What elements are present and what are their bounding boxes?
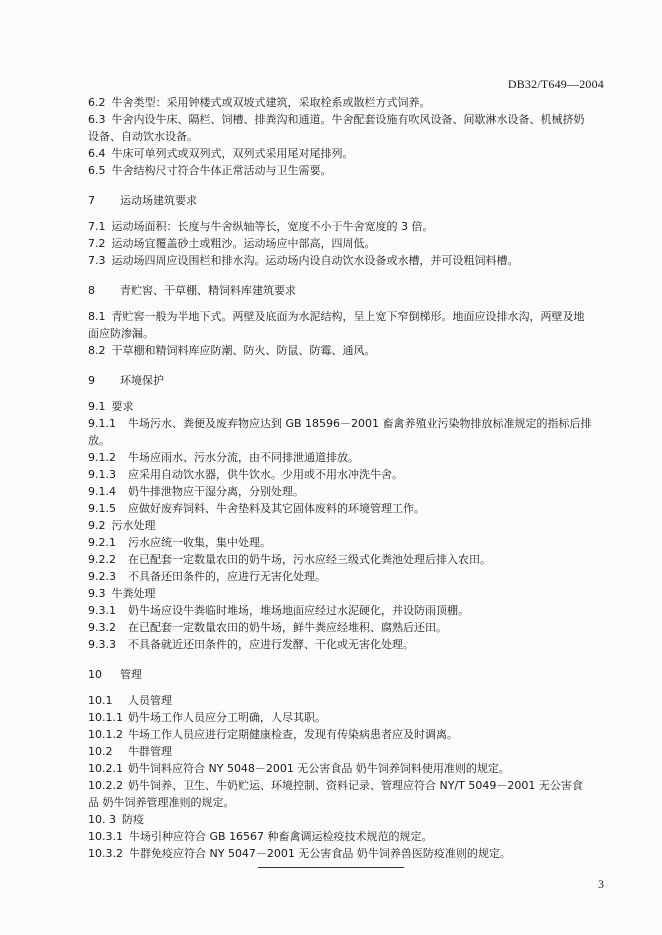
- clause-line: [88, 94, 608, 111]
- clause-line: [88, 585, 608, 602]
- clause-text: 人员管理: [128, 694, 172, 707]
- clause-number: 10.1: [88, 694, 113, 707]
- clause-text: 应做好废弃饲料、牛舍垫料及其它固体废料的环境管理工作。: [128, 502, 425, 515]
- clause-text: 环境保护: [120, 374, 164, 387]
- clause-text: 牛场工作人员应进行定期健康检查，发现有传染病患者应及时调离。: [128, 728, 458, 741]
- clause-text: 牛群免疫应符合 NY 5047－2001 无公害食品 奶牛饲养兽医防疫准则的规定。: [129, 847, 511, 860]
- section-heading: [88, 666, 608, 683]
- clause-line: [88, 726, 608, 743]
- document-code: DB32/T649—2004: [507, 77, 604, 91]
- clause-line: [88, 845, 608, 862]
- clause-line: [88, 415, 608, 432]
- clause-line: [88, 162, 608, 179]
- section-heading: [88, 192, 608, 209]
- clause-line: [88, 551, 608, 568]
- clause-line: [88, 252, 608, 269]
- clause-line: [88, 636, 608, 653]
- clause-number: 9.1.3: [88, 468, 116, 481]
- clause-text: 牛舍内设牛床、隔栏、饲槽、排粪沟和通道。牛舍配套设施有吹风设备、间歇淋水设备、机械挤奶: [111, 113, 585, 126]
- clause-line: [88, 828, 608, 845]
- clause-text: 干草棚和精饲料库应防潮、防火、防鼠、防霉、通风。: [111, 344, 376, 357]
- clause-number: 10.1.1: [88, 711, 123, 724]
- clause-number: 9.2.3: [88, 570, 116, 583]
- clause-text: 青贮窖、干草棚、精饲料库建筑要求: [120, 284, 296, 297]
- clause-text: 奶牛饲料应符合 NY 5048－2001 无公害食品 奶牛饲养饲料使用准则的规定。: [128, 762, 510, 775]
- clause-number: 9.1.1: [88, 417, 116, 430]
- clause-line: [88, 466, 608, 483]
- continuation-line: [88, 325, 608, 342]
- clause-text: 运动场宜覆盖砂土或粗沙。运动场应中部高，四周低。: [111, 237, 376, 250]
- section-heading: [88, 282, 608, 299]
- clause-number: 9.2.2: [88, 553, 116, 566]
- clause-line: [88, 218, 608, 235]
- clause-line: [88, 449, 608, 466]
- clause-number: 9.3.1: [88, 604, 116, 617]
- footer-rule: [258, 867, 404, 868]
- clause-text: 牛场应雨水、污水分流，由不同排泄通道排放。: [128, 451, 359, 464]
- clause-number: 10.3.2: [88, 847, 123, 860]
- clause-text: 牛场污水、粪便及废弃物应达到 GB 18596－2001 畜禽养殖业污染物排放标准规定的指标后排: [128, 417, 592, 430]
- clause-text: 要求: [111, 400, 134, 413]
- clause-number: 9.2.1: [88, 536, 116, 549]
- clause-text: 奶牛场工作人员应分工明确，人尽其职。: [128, 711, 326, 724]
- clause-line: [88, 145, 608, 162]
- clause-text: 运动场四周应设围栏和排水沟。运动场内设自动饮水设备或水槽，并可设粗饲料槽。: [111, 254, 519, 267]
- clause-line: [88, 483, 608, 500]
- page-number: 3: [598, 877, 604, 891]
- clause-text: 品 奶牛饲养管理准则的规定。: [88, 796, 235, 809]
- clause-number: 9.1.5: [88, 502, 116, 515]
- clause-line: [88, 308, 608, 325]
- clause-text: 在已配套一定数量农田的奶牛场，鲜牛粪应经堆积、腐熟后还田。: [128, 621, 447, 634]
- clause-line: [88, 534, 608, 551]
- clause-number: 6.3: [88, 113, 106, 126]
- clause-number: 8: [88, 284, 95, 297]
- clause-text: 运动场面积：长度与牛舍纵轴等长，宽度不小于牛舍宽度的 3 倍。: [111, 220, 434, 233]
- clause-text: 牛粪处理: [111, 587, 156, 600]
- clause-text: 牛床可单列式或双列式，双列式采用尾对尾排列。: [111, 147, 354, 160]
- clause-number: 6.4: [88, 147, 106, 160]
- clause-number: 10.3.1: [88, 830, 123, 843]
- clause-number: 10.2: [88, 745, 113, 758]
- clause-line: [88, 517, 608, 534]
- clause-number: 10. 3: [88, 813, 116, 826]
- clause-number: 8.2: [88, 344, 106, 357]
- clause-text: 面应防渗漏。: [88, 327, 154, 340]
- section-heading: [88, 372, 608, 389]
- clause-number: 7.3: [88, 254, 106, 267]
- clause-text: 在已配套一定数量农田的奶牛场，污水应经三级式化粪池处理后排入农田。: [128, 553, 491, 566]
- clause-number: 7.1: [88, 220, 106, 233]
- clause-number: 9.3.3: [88, 638, 116, 651]
- clause-line: [88, 811, 608, 828]
- clause-text: 牛群管理: [128, 745, 172, 758]
- clause-number: 6.2: [88, 96, 106, 109]
- clause-number: 9: [88, 374, 95, 387]
- clause-number: 10: [88, 668, 102, 681]
- clause-text: 奶牛排泄物应干湿分离，分别处理。: [128, 485, 304, 498]
- clause-line: [88, 743, 608, 760]
- clause-text: 牛场引种应符合 GB 16567 种畜禽调运检疫技术规范的规定。: [129, 830, 433, 843]
- continuation-line: [88, 432, 608, 449]
- clause-text: 管理: [120, 668, 142, 681]
- clause-line: [88, 500, 608, 517]
- clause-number: 9.1.2: [88, 451, 116, 464]
- clause-text: 放。: [88, 434, 110, 447]
- clause-line: [88, 568, 608, 585]
- clause-number: 7: [88, 194, 95, 207]
- continuation-line: [88, 128, 608, 145]
- clause-text: 牛舍类型：采用钟楼式或双坡式建筑，采取栓系或散栏方式饲养。: [111, 96, 431, 109]
- clause-number: 10.2.2: [88, 779, 123, 792]
- clause-number: 9.3: [88, 587, 106, 600]
- clause-line: [88, 111, 608, 128]
- clause-number: 9.1.4: [88, 485, 116, 498]
- clause-line: [88, 602, 608, 619]
- clause-number: 9.3.2: [88, 621, 116, 634]
- clause-line: [88, 692, 608, 709]
- clause-text: 污水处理: [111, 519, 156, 532]
- clause-text: 不具备就近还田条件的，应进行发酵、干化或无害化处理。: [128, 638, 414, 651]
- clause-number: 8.1: [88, 310, 106, 323]
- clause-number: 9.2: [88, 519, 106, 532]
- clause-text: 应采用自动饮水器，供牛饮水。少用或不用水冲洗牛舍。: [128, 468, 403, 481]
- clause-text: 奶牛饲养、卫生、牛奶贮运、环境控制、资料记录、管理应符合 NY/T 5049－2001 无公害食: [128, 779, 583, 792]
- clause-text: 污水应统一收集，集中处理。: [128, 536, 271, 549]
- clause-text: 奶牛场应设牛粪临时堆场，堆场地面应经过水泥硬化，并设防雨顶棚。: [128, 604, 469, 617]
- clause-line: [88, 398, 608, 415]
- clause-text: 不具备还田条件的，应进行无害化处理。: [128, 570, 326, 583]
- clause-text: 青贮窖一般为半地下式。两壁及底面为水泥结构，呈上宽下窄倒梯形。地面应设排水沟，两壁及地: [111, 310, 585, 323]
- clause-line: [88, 235, 608, 252]
- document-body: [88, 94, 608, 862]
- clause-number: 10.2.1: [88, 762, 123, 775]
- clause-line: [88, 777, 608, 794]
- clause-number: 7.2: [88, 237, 106, 250]
- clause-number: 6.5: [88, 164, 106, 177]
- clause-line: [88, 760, 608, 777]
- clause-text: 防疫: [122, 813, 144, 826]
- clause-line: [88, 342, 608, 359]
- continuation-line: [88, 794, 608, 811]
- clause-line: [88, 709, 608, 726]
- clause-number: 10.1.2: [88, 728, 123, 741]
- clause-line: [88, 619, 608, 636]
- clause-number: 9.1: [88, 400, 106, 413]
- clause-text: 设备、自动饮水设备。: [88, 130, 198, 143]
- clause-text: 牛舍结构尺寸符合牛体正常活动与卫生需要。: [111, 164, 332, 177]
- clause-text: 运动场建筑要求: [120, 194, 197, 207]
